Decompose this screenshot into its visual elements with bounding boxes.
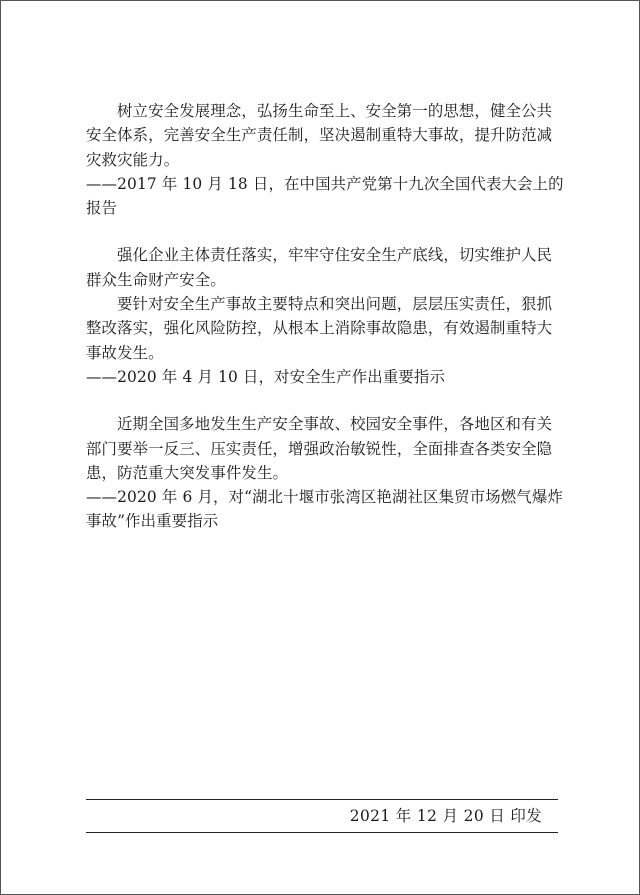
footer-divider-top — [86, 799, 558, 800]
quote-paragraph: 强化企业主体责任落实，牢牢守住安全生产底线，切实维护人民群众生命财产安全。 — [86, 246, 553, 289]
quote-paragraph: 近期全国多地发生生产安全事故、校园安全事件，各地区和有关部门要举一反三、压实责任，增强政治敏锐性，全面排查各类安全隐患，防范重大突发事件发生。 — [86, 415, 553, 482]
quote-paragraph: 要针对安全生产事故主要特点和突出问题，层层压实责任，狠抓整改落实，强化风险防控，从根本上消除事故隐患，有效遏制重特大事故发生。 — [86, 295, 553, 362]
quote-paragraph: 树立安全发展理念，弘扬生命至上、安全第一的思想，健全公共安全体系，完善安全生产责任制，坚决遏制重特大事故，提升防范减灾救灾能力。 — [86, 102, 553, 169]
quote-section-1 — [86, 99, 564, 220]
quote-source: ——2020 年 4 月 10 日，对安全生产作出重要指示 — [86, 367, 445, 386]
quote-source: ——2017 年 10 月 18 日，在中国共产党第十九次全国代表大会上的报告 — [86, 174, 564, 218]
quote-source: ——2020 年 6 月，对“湖北十堰市张湾区艳湖社区集贸市场燃气爆炸事故”作出重要指示 — [86, 488, 563, 531]
document-body — [86, 99, 564, 534]
footer-divider-bottom — [86, 832, 558, 833]
quote-section-2 — [86, 243, 564, 389]
quote-section-3 — [86, 412, 564, 533]
print-date: 2021 年 12 月 20 日 印发 — [349, 807, 542, 825]
